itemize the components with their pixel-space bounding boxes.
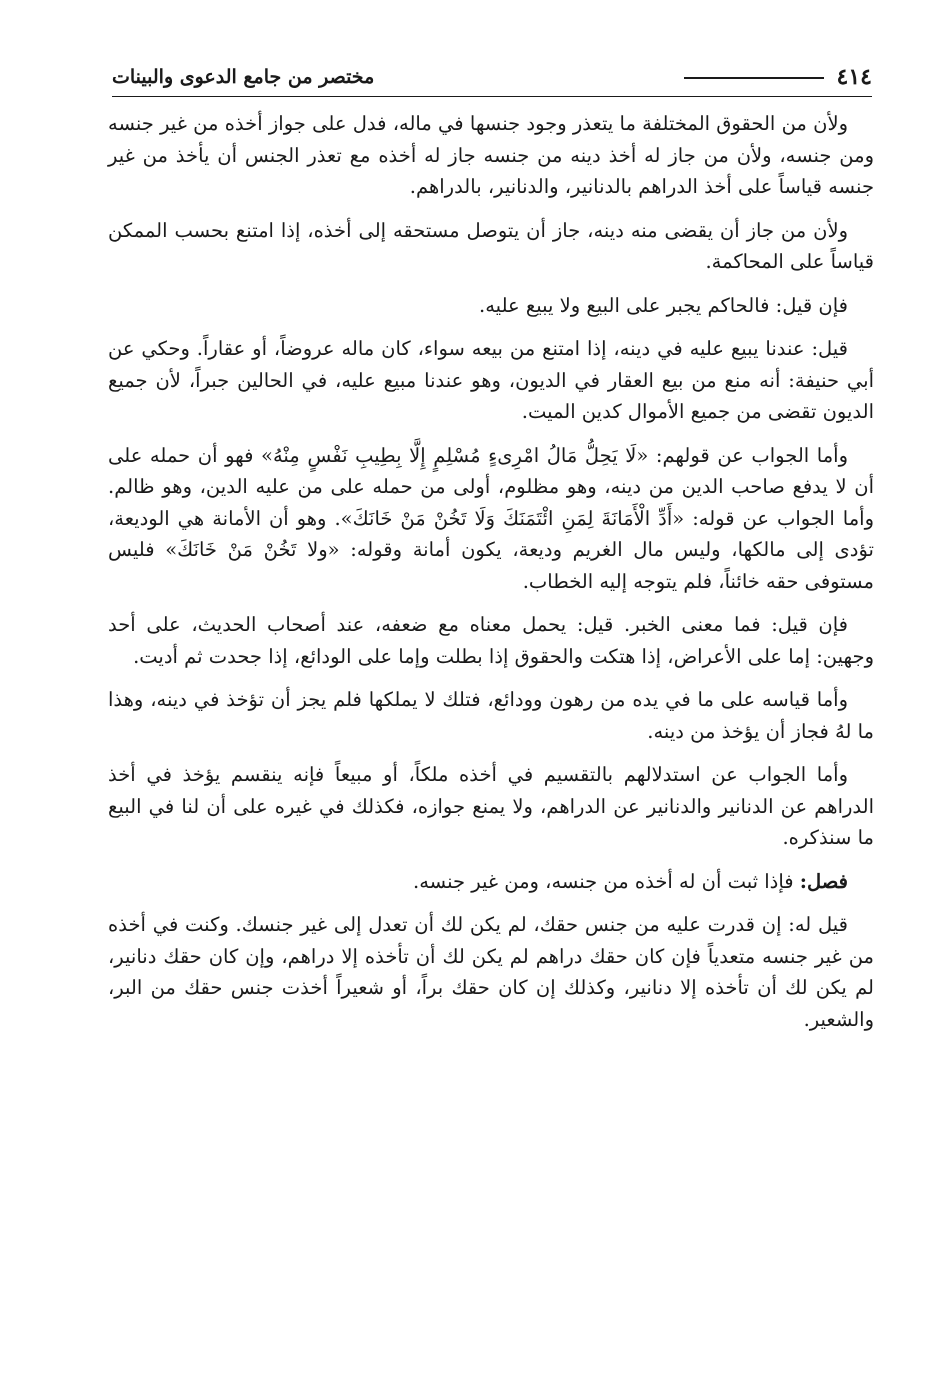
paragraph: وأما الجواب عن قولهم: «لَا يَحِلُّ مَالُ امْرِىءٍ مُسْلِمٍ إِلَّا بِطِيبِ نَفْسٍ مِنْهُ» فهو أن حمله على أن لا يدفع صاحب الدين من دينه، وهو مظلوم، أولى من حمله على من عليه الدين، وهو ظالم. وأما الجواب عن قوله: «أَدِّ الْأَمَانَةَ لِمَنِ ائْتَمَنَكَ وَلَا تَخُنْ مَنْ خَانَكَ». وهو أن الأمانة هي الوديعة، تؤدى إلى مالكها، وليس مال الغريم وديعة، يكون أمانة وقوله: «ولا تَخُنْ مَنْ خَانَكَ» فليس مستوفى حقه خائناً، فلم يتوجه إليه الخطاب. — [108, 443, 874, 593]
running-header — [112, 62, 872, 92]
paragraph: وأما قياسه على ما في يده من رهون وودائع، فتلك لا يملكها فلم يجز أن تؤخذ في دينه، وهذا ما لهُ فجاز أن يؤخذ من دينه. — [108, 688, 874, 743]
fasl-label: فصل: — [799, 869, 848, 893]
fasl-text: فإذا ثبت أن له أخذه من جنسه، ومن غير جنسه. — [413, 869, 794, 893]
paragraph: فإن قيل: فما معنى الخبر. قيل: يحمل معناه مع ضعفه، عند أصحاب الحديث، على أحد وجهين: إما على الأعراض، إذا هتكت والحقوق إذا بطلت وإما على الودائع، إذا جحدت ثم أديت. — [108, 613, 874, 668]
final-paragraph: قيل له: إن قدرت عليه من جنس حقك، لم يكن لك أن تعدل إلى غير جنسك. وكنت في أخذه من غير جنسه متعدياً فإن كان حقك دراهم لم يكن لك أن تأخذه إلا دراهم، وإن كان حقك دنانير، لم يكن لك أن تأخذه إلا دنانير، وكذلك إن كان حقك براً، أو شعيراً أخذت جنس حقك من البر، والشعير. — [108, 913, 874, 1031]
paragraph: ولأن من الحقوق المختلفة ما يتعذر وجود جنسها في ماله، فدل على جواز أخذه من غير جنسه ومن جنسه، ولأن من جاز له أخذ دينه من جنسه جاز له أخذه مع تعذر الجنس أن يأخذ من غير جنسه قياساً على أخذ الدراهم بالدنانير، والدنانير، بالدراهم. — [108, 112, 874, 198]
fasl-paragraph — [108, 866, 874, 898]
paragraph: ولأن من جاز أن يقضى منه دينه، جاز أن يتوصل مستحقه إلى أخذه، إذا امتنع بحسب الممكن قياساً على المحاكمة. — [108, 218, 874, 273]
header-divider — [112, 96, 872, 97]
paragraph: فإن قيل: فالحاكم يجبر على البيع ولا يبيع عليه. — [479, 293, 848, 317]
paragraph: قيل: عندنا يبيع عليه في دينه، إذا امتنع من بيعه سواء، كان ماله عروضاً، أو عقاراً. وحكي عن أبي حنيفة: أنه منع من بيع العقار في الديون، وهو عندنا مبيع عليه، في الحالين جبراً، لأن جميع الديون تقضى من جميع الأموال كدين الميت. — [108, 337, 874, 423]
body-text — [108, 108, 874, 1047]
header-rule — [684, 77, 824, 79]
page-number: ٤١٤ — [836, 64, 872, 90]
book-title: مختصر من جامع الدعوى والبينات — [112, 66, 375, 88]
paragraph: وأما الجواب عن استدلالهم بالتقسيم في أخذه ملكاً، أو مبيعاً فإنه ينقسم يؤخذ في أخذ الدراهم عن الدنانير والدنانير عن الدراهم، ولا يمنع جوازه، فكذلك في غيره على أن لنا في البيع ما سنذكره. — [108, 763, 874, 849]
